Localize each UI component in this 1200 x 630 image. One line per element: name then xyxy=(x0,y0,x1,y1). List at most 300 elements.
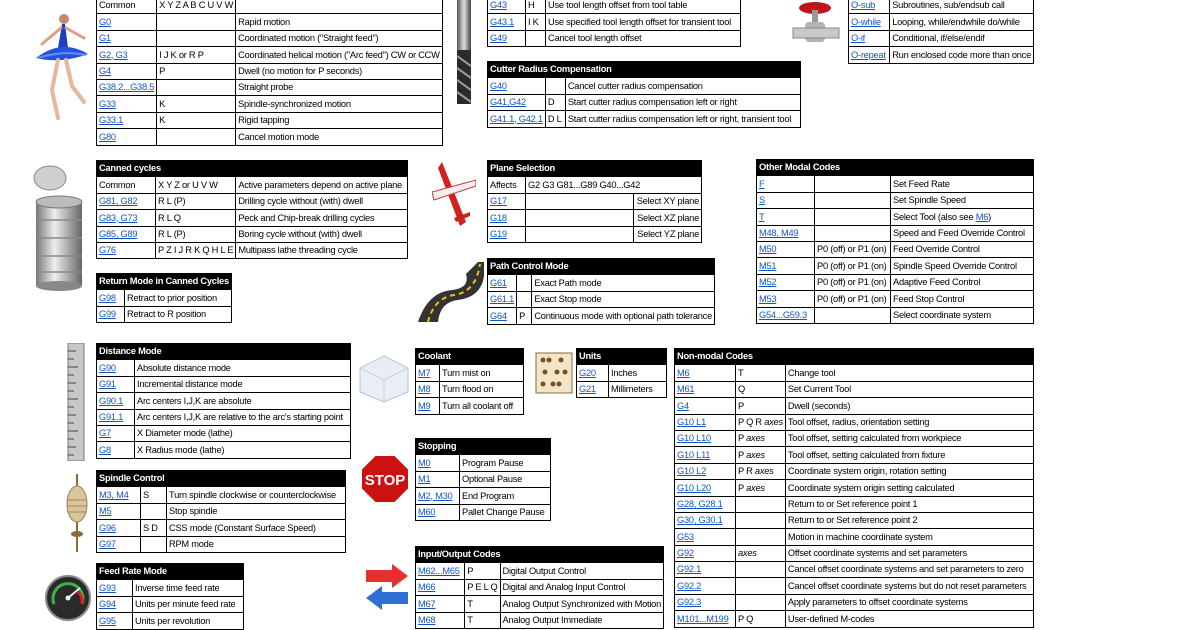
ballerina-icon xyxy=(28,10,92,122)
code-link[interactable]: G41.1, G42.1 xyxy=(490,113,543,124)
code-link[interactable]: G85, G89 xyxy=(99,228,138,239)
cell-code[interactable] xyxy=(97,536,141,552)
cell-code[interactable] xyxy=(675,414,736,430)
code-link[interactable]: G10 L20 xyxy=(677,482,711,493)
cell-code[interactable] xyxy=(488,0,526,14)
cell-letters: P Q R axes xyxy=(736,414,786,430)
code-link[interactable]: G95 xyxy=(99,615,116,626)
cell-desc: Set Current Tool xyxy=(785,381,1033,397)
cell-code[interactable] xyxy=(488,226,526,242)
code-link[interactable]: M0 xyxy=(418,457,431,468)
table-row xyxy=(675,611,1034,627)
table-row xyxy=(97,14,443,30)
cell-desc: Cancel offset coordinate systems but do not reset parameters xyxy=(785,578,1033,594)
cell-code[interactable] xyxy=(97,96,157,112)
cell-letters: T xyxy=(465,612,500,628)
cell-letters: P E L Q xyxy=(465,579,500,595)
cell-code[interactable] xyxy=(97,613,133,629)
units-rows xyxy=(577,349,667,398)
code-link[interactable]: G43 xyxy=(490,0,507,11)
cutter-radius-table xyxy=(487,61,801,128)
code-link[interactable]: G18 xyxy=(490,212,507,223)
table-title: Feed Rate Mode xyxy=(97,564,244,580)
cell-code[interactable] xyxy=(97,242,156,258)
cell-code[interactable] xyxy=(757,291,815,307)
cell-code[interactable] xyxy=(488,275,517,291)
cell-code[interactable] xyxy=(488,14,526,30)
table-row xyxy=(97,226,408,242)
code-link[interactable]: G10 L11 xyxy=(677,449,711,460)
cell-desc: X Radius mode (lathe) xyxy=(135,442,351,458)
code-link[interactable]: G90.1 xyxy=(99,395,124,406)
cell-code[interactable] xyxy=(416,381,440,397)
cell-code[interactable] xyxy=(416,365,440,381)
cell-code[interactable] xyxy=(416,504,460,520)
cell-desc: CSS mode (Constant Surface Speed) xyxy=(167,520,346,536)
cell-code[interactable] xyxy=(416,471,460,487)
code-link[interactable]: G92 xyxy=(677,548,694,559)
cell-code[interactable] xyxy=(675,463,736,479)
cell-code[interactable] xyxy=(97,376,135,392)
table-row xyxy=(849,47,1034,63)
coolant-rows xyxy=(416,349,524,415)
code-link[interactable]: O-repeat xyxy=(851,49,886,60)
table-row xyxy=(97,376,351,392)
code-link[interactable]: G2, G3 xyxy=(99,49,128,60)
cell-letters xyxy=(526,30,546,46)
table-row xyxy=(97,393,351,409)
cell-desc: Tool offset, setting calculated from fixture xyxy=(785,447,1033,463)
cell-code[interactable] xyxy=(97,503,141,519)
code-link[interactable]: G0 xyxy=(99,16,111,27)
code-link[interactable]: G21 xyxy=(579,384,596,395)
table-row xyxy=(675,447,1034,463)
code-link[interactable]: G91.1 xyxy=(99,411,124,422)
desc-link[interactable]: M6 xyxy=(975,211,989,222)
cell-desc: Optional Pause xyxy=(460,471,551,487)
cell-code[interactable] xyxy=(675,365,736,381)
cell-desc: Cancel tool length offset xyxy=(546,30,741,46)
code-link[interactable]: G38.2...G38.5 xyxy=(99,82,155,93)
table-row xyxy=(488,291,715,307)
code-link[interactable]: G43.1 xyxy=(490,16,515,27)
cell-code[interactable] xyxy=(416,398,440,414)
code-link[interactable]: G61.1 xyxy=(490,294,515,305)
code-link[interactable]: O-if xyxy=(851,33,865,44)
axes-word: axes xyxy=(738,548,757,559)
code-link[interactable]: G28, G28.1 xyxy=(677,498,723,509)
cell-code[interactable] xyxy=(488,308,517,324)
cell-code[interactable] xyxy=(97,112,157,128)
io-table xyxy=(415,546,664,629)
cell-desc: Set Feed Rate xyxy=(891,176,1034,192)
cell-desc: Peck and Chip-break drilling cycles xyxy=(236,210,408,226)
code-link[interactable]: M68 xyxy=(418,614,436,625)
cell-desc: Use tool length offset from tool table xyxy=(546,0,741,14)
cell-letters: P0 (off) or P1 (on) xyxy=(815,291,891,307)
cell-desc: Change tool xyxy=(785,365,1033,381)
table-title: Non-modal Codes xyxy=(675,349,1034,365)
code-link[interactable]: G81, G82 xyxy=(99,196,138,207)
code-link[interactable]: M51 xyxy=(759,260,777,271)
cell-letters: P xyxy=(517,308,532,324)
code-link[interactable]: M60 xyxy=(418,506,436,517)
code-link[interactable]: T xyxy=(759,211,765,222)
cell-desc: Rigid tapping xyxy=(236,112,443,128)
cell-desc: Incremental distance mode xyxy=(135,376,351,392)
cell-letters: P xyxy=(465,563,500,579)
cell-code[interactable] xyxy=(97,63,157,79)
code-link[interactable]: M67 xyxy=(418,598,436,609)
cell-desc: Cancel offset coordinate systems and set parameters to zero xyxy=(785,562,1033,578)
cell-code[interactable] xyxy=(849,30,890,46)
table-row xyxy=(577,365,667,381)
code-link[interactable]: M1 xyxy=(418,474,431,485)
cell-letters xyxy=(736,529,786,545)
code-link[interactable]: G1 xyxy=(99,33,111,44)
table-title: Coolant xyxy=(416,349,524,365)
code-link[interactable]: G93 xyxy=(99,582,116,593)
table-row xyxy=(416,504,551,520)
cell-letters xyxy=(736,562,786,578)
table-row xyxy=(675,496,1034,512)
cell-letters: P0 (off) or P1 (on) xyxy=(815,241,891,257)
cell-code[interactable] xyxy=(97,425,135,441)
cell-code[interactable] xyxy=(488,30,526,46)
plane-selection-table xyxy=(487,160,702,243)
cell-code[interactable] xyxy=(675,611,736,627)
cell-code[interactable] xyxy=(675,562,736,578)
code-link[interactable]: G33 xyxy=(99,98,116,109)
cell-code[interactable] xyxy=(757,192,815,208)
code-link[interactable]: G19 xyxy=(490,228,507,239)
table-row xyxy=(675,562,1034,578)
cell-letters: R L (P) xyxy=(156,226,236,242)
cell-code[interactable] xyxy=(675,545,736,561)
table-row xyxy=(488,78,801,94)
table-title-row xyxy=(416,439,551,455)
code-link[interactable]: G98 xyxy=(99,292,116,303)
code-link[interactable]: M101...M199 xyxy=(677,613,729,624)
table-row xyxy=(97,425,351,441)
cell-letters xyxy=(517,275,532,291)
code-link[interactable]: M61 xyxy=(677,384,695,395)
code-link[interactable]: G41,G42 xyxy=(490,97,526,108)
cell-code[interactable] xyxy=(488,94,546,110)
code-link[interactable]: G54...G59.3 xyxy=(759,309,807,320)
plane-rows xyxy=(488,161,702,243)
cell-code[interactable] xyxy=(577,365,609,381)
code-link[interactable]: M9 xyxy=(418,400,431,411)
cell-code[interactable] xyxy=(757,274,815,290)
table-row xyxy=(757,258,1034,274)
cell-desc: Subroutines, sub/endsub call xyxy=(890,0,1034,14)
spindle-icon xyxy=(64,474,90,552)
table-row xyxy=(97,409,351,425)
table-row xyxy=(675,414,1034,430)
table-row xyxy=(488,177,702,193)
cell-desc: Apply parameters to offset coordinate systems xyxy=(785,594,1033,610)
table-row xyxy=(97,0,443,14)
table-row xyxy=(757,291,1034,307)
cell-code[interactable] xyxy=(488,210,526,226)
code-link[interactable]: G8 xyxy=(99,444,111,455)
cell-code[interactable] xyxy=(97,290,125,306)
table-row xyxy=(97,63,443,79)
cell-code[interactable] xyxy=(97,487,141,503)
code-link[interactable]: G17 xyxy=(490,196,507,207)
cell-desc: Cancel cutter radius compensation xyxy=(565,78,800,94)
cell-code[interactable] xyxy=(97,520,141,536)
cell-code[interactable] xyxy=(675,447,736,463)
table-title: Distance Mode xyxy=(97,344,351,360)
code-link[interactable]: G83, G73 xyxy=(99,212,138,223)
cell-code[interactable] xyxy=(675,594,736,610)
cell-affects-value: G2 G3 G81...G89 G40...G42 xyxy=(526,177,702,193)
cell-empty xyxy=(526,193,634,209)
table-row xyxy=(488,30,741,46)
cell-code[interactable] xyxy=(488,78,546,94)
cell-code[interactable] xyxy=(488,193,526,209)
code-link[interactable]: G99 xyxy=(99,309,116,320)
cell-letters: P xyxy=(157,63,236,79)
table-title: Input/Output Codes xyxy=(416,547,664,563)
table-row xyxy=(97,193,408,209)
table-row xyxy=(488,111,801,127)
cell-desc: Select XZ plane xyxy=(634,210,702,226)
cell-letters: S D xyxy=(141,520,167,536)
feed-rate-table xyxy=(96,563,244,630)
nonmodal-table xyxy=(674,348,1034,628)
cell-code[interactable] xyxy=(97,14,157,30)
cell-affects-label: Affects xyxy=(488,177,526,193)
table-row xyxy=(97,129,443,145)
table-row xyxy=(97,47,443,63)
cell-code[interactable] xyxy=(97,193,156,209)
code-link[interactable]: G92.2 xyxy=(677,580,702,591)
table-row xyxy=(488,275,715,291)
cell-code[interactable] xyxy=(97,393,135,409)
code-link[interactable]: G61 xyxy=(490,277,507,288)
code-link[interactable]: G20 xyxy=(579,367,596,378)
code-link[interactable]: O-while xyxy=(851,16,881,27)
cell-letters: I K xyxy=(526,14,546,30)
cell-desc: Analog Output Immediate xyxy=(500,612,663,628)
cell-desc: Units per revolution xyxy=(133,613,244,629)
cell-desc: Program Pause xyxy=(460,455,551,471)
code-link[interactable]: M50 xyxy=(759,244,777,255)
table-row xyxy=(416,563,664,579)
cell-letters: K xyxy=(157,112,236,128)
table-row xyxy=(757,225,1034,241)
cell-code[interactable] xyxy=(757,225,815,241)
table-row xyxy=(97,242,408,258)
code-link[interactable]: G10 L2 xyxy=(677,466,706,477)
code-link[interactable]: M53 xyxy=(759,293,777,304)
cell-code[interactable] xyxy=(849,14,890,30)
code-link[interactable]: O-sub xyxy=(851,0,876,11)
code-link[interactable]: G80 xyxy=(99,131,116,142)
cell-code[interactable] xyxy=(97,596,133,612)
cell-code[interactable] xyxy=(416,596,465,612)
cell-code[interactable] xyxy=(757,307,815,323)
code-link[interactable]: G92.3 xyxy=(677,597,702,608)
cell-desc: Start cutter radius compensation left or right, transient tool xyxy=(565,111,800,127)
cell-desc: Set Spindle Speed xyxy=(891,192,1034,208)
code-link[interactable]: G64 xyxy=(490,310,507,321)
table-row xyxy=(849,30,1034,46)
cell-code[interactable] xyxy=(675,512,736,528)
cell-code[interactable] xyxy=(675,529,736,545)
code-link[interactable]: M3, M4 xyxy=(99,489,129,500)
table-row xyxy=(675,365,1034,381)
code-link[interactable]: M62...M65 xyxy=(418,565,460,576)
code-link[interactable]: M5 xyxy=(99,506,112,517)
cell-code[interactable] xyxy=(97,306,125,322)
code-link[interactable]: G40 xyxy=(490,80,507,91)
distance-mode-table xyxy=(96,343,351,459)
cell-code[interactable] xyxy=(416,579,465,595)
cell-letters: S xyxy=(141,487,167,503)
return-mode-table xyxy=(96,273,232,323)
code-link[interactable]: F xyxy=(759,178,765,189)
cell-letters xyxy=(157,30,236,46)
cell-code[interactable] xyxy=(488,291,517,307)
cell-code[interactable] xyxy=(488,111,546,127)
end-mill-icon xyxy=(453,0,475,106)
cell-letters xyxy=(736,545,786,561)
table-row xyxy=(97,536,346,552)
motion-rows xyxy=(97,0,443,145)
cell-code[interactable] xyxy=(675,398,736,414)
cell-code[interactable] xyxy=(416,455,460,471)
table-row xyxy=(675,578,1034,594)
code-link[interactable]: G91 xyxy=(99,379,116,390)
cell-desc: Motion in machine coordinate system xyxy=(785,529,1033,545)
cell-code[interactable] xyxy=(97,226,156,242)
table-row xyxy=(675,529,1034,545)
code-link[interactable]: M8 xyxy=(418,384,431,395)
table-row xyxy=(757,209,1034,225)
code-link[interactable]: G4 xyxy=(677,400,689,411)
code-link[interactable]: G7 xyxy=(99,428,111,439)
cell-desc: Exact Path mode xyxy=(532,275,715,291)
code-link[interactable]: G53 xyxy=(677,531,694,542)
code-link[interactable]: G10 L10 xyxy=(677,433,711,444)
cell-letters: X Y Z or U V W xyxy=(156,177,236,193)
cell-letters xyxy=(736,594,786,610)
cell-code[interactable] xyxy=(416,488,460,504)
cell-code[interactable] xyxy=(675,480,736,496)
cell-code[interactable] xyxy=(97,210,156,226)
axes-word: axes xyxy=(746,449,765,460)
cell-code[interactable] xyxy=(97,360,135,376)
code-link[interactable]: M48, M49 xyxy=(759,227,799,238)
cell-desc: Coordinated helical motion ("Arc feed") CW or CCW xyxy=(236,47,443,63)
cell-code[interactable] xyxy=(757,176,815,192)
code-link[interactable]: G4 xyxy=(99,65,111,76)
axes-word: axes xyxy=(746,433,765,444)
cell-code[interactable] xyxy=(675,430,736,446)
code-link[interactable]: G90 xyxy=(99,362,116,373)
cell-code[interactable] xyxy=(757,241,815,257)
cell-letters xyxy=(815,209,891,225)
table-row xyxy=(416,612,664,628)
table-row xyxy=(97,79,443,95)
code-link[interactable]: G76 xyxy=(99,245,116,256)
cell-letters xyxy=(545,78,565,94)
table-row xyxy=(416,365,524,381)
cell-code: Common xyxy=(97,177,156,193)
cell-desc: Adaptive Feed Control xyxy=(891,274,1034,290)
cell-desc: Feed Override Control xyxy=(891,241,1034,257)
code-link[interactable]: G30, G30.1 xyxy=(677,515,723,526)
code-link[interactable]: M6 xyxy=(677,367,690,378)
other-modal-rows xyxy=(757,160,1034,324)
cell-empty xyxy=(526,226,634,242)
cell-code[interactable] xyxy=(97,580,133,596)
cell-desc: Inches xyxy=(609,365,667,381)
canned-cycles-table xyxy=(96,160,408,259)
cell-letters xyxy=(157,129,236,145)
code-link[interactable]: G96 xyxy=(99,522,116,533)
table-row xyxy=(97,360,351,376)
table-row xyxy=(97,96,443,112)
code-link[interactable]: S xyxy=(759,195,765,206)
cell-letters: P axes xyxy=(736,447,786,463)
cell-desc: Turn all coolant off xyxy=(440,398,524,414)
cell-desc: Select YZ plane xyxy=(634,226,702,242)
cell-code[interactable] xyxy=(97,442,135,458)
cell-code[interactable] xyxy=(675,578,736,594)
motion-table xyxy=(96,0,443,146)
cell-code[interactable] xyxy=(97,129,157,145)
code-link[interactable]: M2, M30 xyxy=(418,490,453,501)
code-link[interactable]: M66 xyxy=(418,582,436,593)
cell-desc: Millimeters xyxy=(609,381,667,397)
cell-code[interactable] xyxy=(416,612,465,628)
cell-letters xyxy=(517,291,532,307)
cell-code[interactable] xyxy=(675,381,736,397)
code-link[interactable]: M52 xyxy=(759,277,777,288)
cell-letters xyxy=(815,176,891,192)
code-link[interactable]: M7 xyxy=(418,367,431,378)
cell-code[interactable] xyxy=(577,381,609,397)
cell-code[interactable] xyxy=(675,496,736,512)
cell-code[interactable] xyxy=(97,79,157,95)
cell-desc: Tool offset, setting calculated from workpiece xyxy=(785,430,1033,446)
code-link[interactable]: G97 xyxy=(99,538,116,549)
table-title-row xyxy=(488,259,715,275)
cell-code[interactable] xyxy=(97,47,157,63)
table-title-row xyxy=(97,274,232,290)
cell-letters xyxy=(157,14,236,30)
cell-code[interactable] xyxy=(757,258,815,274)
code-link[interactable]: G94 xyxy=(99,599,116,610)
cell-code[interactable] xyxy=(97,30,157,46)
cell-code[interactable] xyxy=(849,47,890,63)
cell-code[interactable] xyxy=(849,0,890,14)
cell-code[interactable] xyxy=(97,409,135,425)
code-link[interactable]: G49 xyxy=(490,33,507,44)
cell-desc: Exact Stop mode xyxy=(532,291,715,307)
cell-code[interactable] xyxy=(757,209,815,225)
code-link[interactable]: G92.1 xyxy=(677,564,702,575)
cell-code[interactable] xyxy=(416,563,465,579)
cell-letters: D xyxy=(545,94,565,110)
code-link[interactable]: G33.1 xyxy=(99,115,124,126)
code-link[interactable]: G10 L1 xyxy=(677,416,706,427)
